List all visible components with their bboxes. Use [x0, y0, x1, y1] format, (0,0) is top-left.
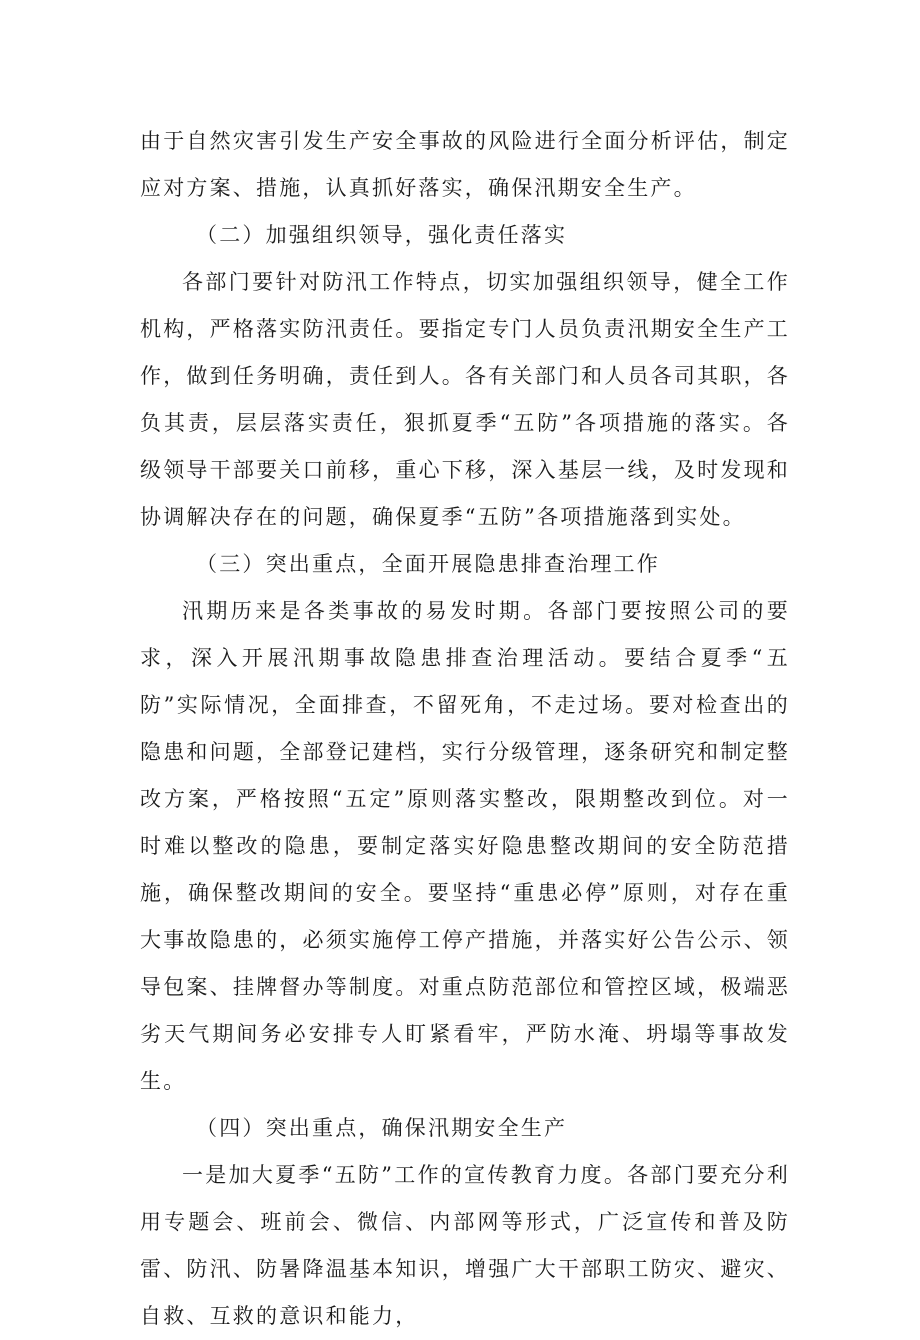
- paragraph-continuation: 由于自然灾害引发生产安全事故的风险进行全面分析评估，制定应对方案、措施，认真抓好落实，确保汛期安全生产。: [140, 129, 790, 200]
- paragraph-organization: 各部门要针对防汛工作特点，切实加强组织领导，健全工作机构，严格落实防汛责任。要指定专门人员负责汛期安全生产工作，做到任务明确，责任到人。各有关部门和人员各司其职，各负其责，层层落实责任，狠抓夏季“五防”各项措施的落实。各级领导干部要关口前移，重心下移，深入基层一线，及时发现和协调解决存在的问题，确保夏季“五防”各项措施落到实处。: [140, 270, 790, 529]
- paragraph-publicity: 一是加大夏季“五防”工作的宣传教育力度。各部门要充分利用专题会、班前会、微信、内部网等形式，广泛宣传和普及防雷、防汛、防暑降温基本知识，增强广大干部职工防灾、避灾、自救、互救的意识和能力，: [140, 1163, 790, 1328]
- section-heading-3: （三）突出重点，全面开展隐患排查治理工作: [196, 552, 660, 576]
- section-heading-4: （四）突出重点，确保汛期安全生产: [196, 1116, 568, 1140]
- section-heading-2: （二）加强组织领导，强化责任落实: [196, 223, 568, 247]
- document-body: [140, 118, 790, 1340]
- paragraph-hazard-inspection: 汛期历来是各类事故的易发时期。各部门要按照公司的要求，深入开展汛期事故隐患排查治理活动。要结合夏季“五防”实际情况，全面排查，不留死角，不走过场。要对检查出的隐患和问题，全部登记建档，实行分级管理，逐条研究和制定整改方案，严格按照“五定”原则落实整改，限期整改到位。对一时难以整改的隐患，要制定落实好隐患整改期间的安全防范措施，确保整改期间的安全。要坚持“重患必停”原则，对存在重大事故隐患的，必须实施停工停产措施，并落实好公告公示、领导包案、挂牌督办等制度。对重点防范部位和管控区域，极端恶劣天气期间务必安排专人盯紧看牢，严防水淹、坍塌等事故发生。: [140, 599, 790, 1093]
